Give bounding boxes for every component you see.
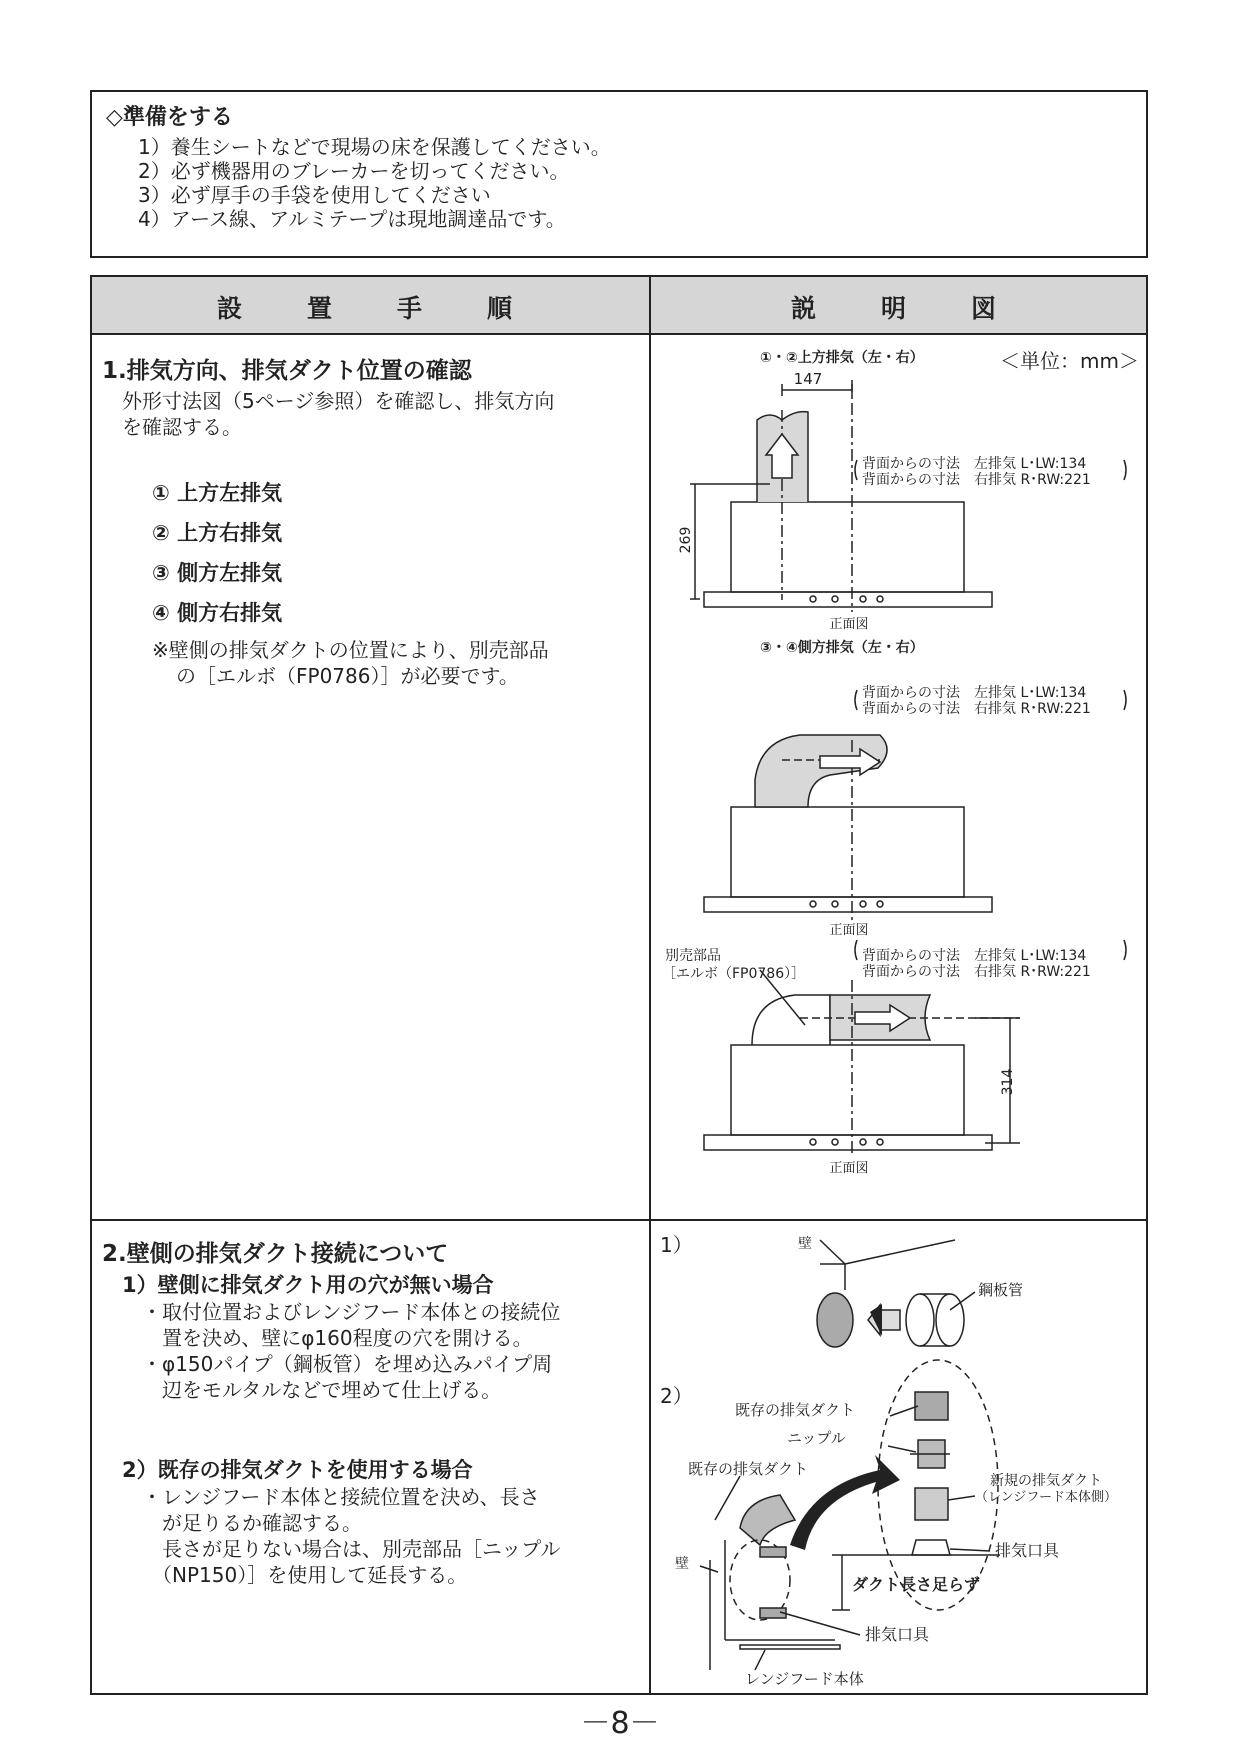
step1-note: の［エルボ（FP0786）］が必要です。: [176, 664, 519, 688]
case2-line: ・レンジフード本体と接続位置を決め、長さ: [142, 1485, 540, 1509]
header-procedure: [92, 277, 649, 335]
case1-title: 1）壁側に排気ダクト用の穴が無い場合: [122, 1273, 494, 1297]
duct-short-label: ダクト長さ足らず: [852, 1575, 981, 1594]
front-view-label: 正面図: [829, 1161, 869, 1176]
wall-duct-diagram: [652, 1222, 1146, 1692]
case2-line: が足りるか確認する。: [142, 1511, 362, 1535]
elbow-label: ［エルボ（FP0786）］: [662, 966, 806, 982]
prep-item: 3）必ず厚手の手袋を使用してください: [138, 183, 491, 207]
option-1: ① 上方左排気: [152, 481, 283, 505]
case1-line: ・φ150パイプ（鋼板管）を埋め込みパイプ周: [142, 1352, 553, 1376]
elbow-label: 別売部品: [665, 948, 721, 964]
existing-duct-label: 既存の排気ダクト: [735, 1401, 856, 1419]
step1-desc: 外形寸法図（5ページ参照）を確認し、排気方向: [122, 389, 555, 413]
option-4: ④ 側方右排気: [152, 601, 283, 625]
back-dim-right: 背面からの寸法 右排気 R･RW:221: [862, 964, 1091, 980]
case2-title: 2）既存の排気ダクトを使用する場合: [122, 1458, 473, 1482]
fig2-number-1: 1）: [660, 1233, 693, 1257]
back-dim-right: 背面からの寸法 右排気 R･RW:221: [862, 472, 1091, 488]
step2-title: 2.壁側の排気ダクト接続について: [102, 1241, 449, 1267]
case1-line: 置を決め、壁にφ160程度の穴を開ける。: [142, 1326, 533, 1350]
outlet-label: 排気口具: [865, 1625, 930, 1644]
range-hood-label: レンジフード本体: [745, 1670, 864, 1688]
steel-pipe-label: 鋼板管: [978, 1281, 1024, 1299]
step1-desc: を確認する。: [122, 415, 242, 439]
case2-line: 長さが足りない場合は、別売部品［ニップル: [142, 1537, 561, 1561]
top-exhaust-title: ①・②上方排気（左・右）: [760, 350, 924, 366]
header-char: 図: [971, 294, 997, 323]
exhaust-direction-diagram: [650, 340, 1148, 1220]
wall-label: 壁: [798, 1236, 812, 1252]
option-3: ③ 側方左排気: [152, 561, 283, 585]
back-dim-left: 背面からの寸法 左排気 L･LW:134: [862, 948, 1087, 964]
case1-line: 辺をモルタルなどで埋めて仕上げる。: [142, 1378, 502, 1402]
prep-item: 1）養生シートなどで現場の床を保護してください。: [138, 135, 611, 159]
preparation-box: [90, 90, 1148, 258]
header-char: 手: [397, 294, 423, 323]
fig2-number-2: 2）: [660, 1384, 693, 1408]
case1-line: ・取付位置およびレンジフード本体との接続位: [142, 1300, 561, 1324]
prep-item: 2）必ず機器用のブレーカーを切ってください。: [138, 159, 570, 183]
header-char: 明: [881, 294, 907, 323]
outlet-label: 排気口具: [995, 1541, 1060, 1560]
dim-314: 314: [1000, 1068, 1016, 1096]
existing-duct-label: 既存の排気ダクト: [688, 1460, 809, 1478]
header-diagram: [651, 277, 1146, 335]
unit-label: ＜単位：mm＞: [1000, 349, 1139, 373]
header-char: 説: [791, 294, 817, 323]
case2-line: （NP150）］を使用して延長する。: [142, 1563, 468, 1587]
preparation-title: ◇準備をする: [106, 105, 233, 130]
header-char: 置: [307, 294, 333, 323]
header-char: 順: [487, 294, 513, 323]
back-dim-left: 背面からの寸法 左排気 L･LW:134: [862, 456, 1087, 472]
nipple-label: ニップル: [787, 1429, 846, 1447]
front-view-label: 正面図: [829, 617, 869, 632]
prep-item: 4）アース線、アルミテープは現地調達品です。: [138, 207, 566, 231]
back-dim-left: 背面からの寸法 左排気 L･LW:134: [862, 685, 1087, 701]
header-char: 設: [217, 294, 243, 323]
new-duct-label: 新規の排気ダクト: [990, 1473, 1102, 1489]
step1-note: ※壁側の排気ダクトの位置により、別売部品: [152, 638, 549, 662]
dim-269: 269: [678, 526, 694, 554]
option-2: ② 上方右排気: [152, 521, 283, 545]
side-exhaust-title: ③・④側方排気（左・右）: [760, 640, 924, 656]
new-duct-label: （レンジフード本体側）: [975, 1490, 1117, 1505]
front-view-label: 正面図: [829, 923, 869, 938]
page-number: －8－: [580, 1706, 660, 1741]
step1-title: 1.排気方向、排気ダクト位置の確認: [102, 358, 472, 384]
back-dim-right: 背面からの寸法 右排気 R･RW:221: [862, 701, 1091, 717]
wall-label: 壁: [675, 1556, 689, 1572]
dim-147: 147: [793, 370, 823, 388]
